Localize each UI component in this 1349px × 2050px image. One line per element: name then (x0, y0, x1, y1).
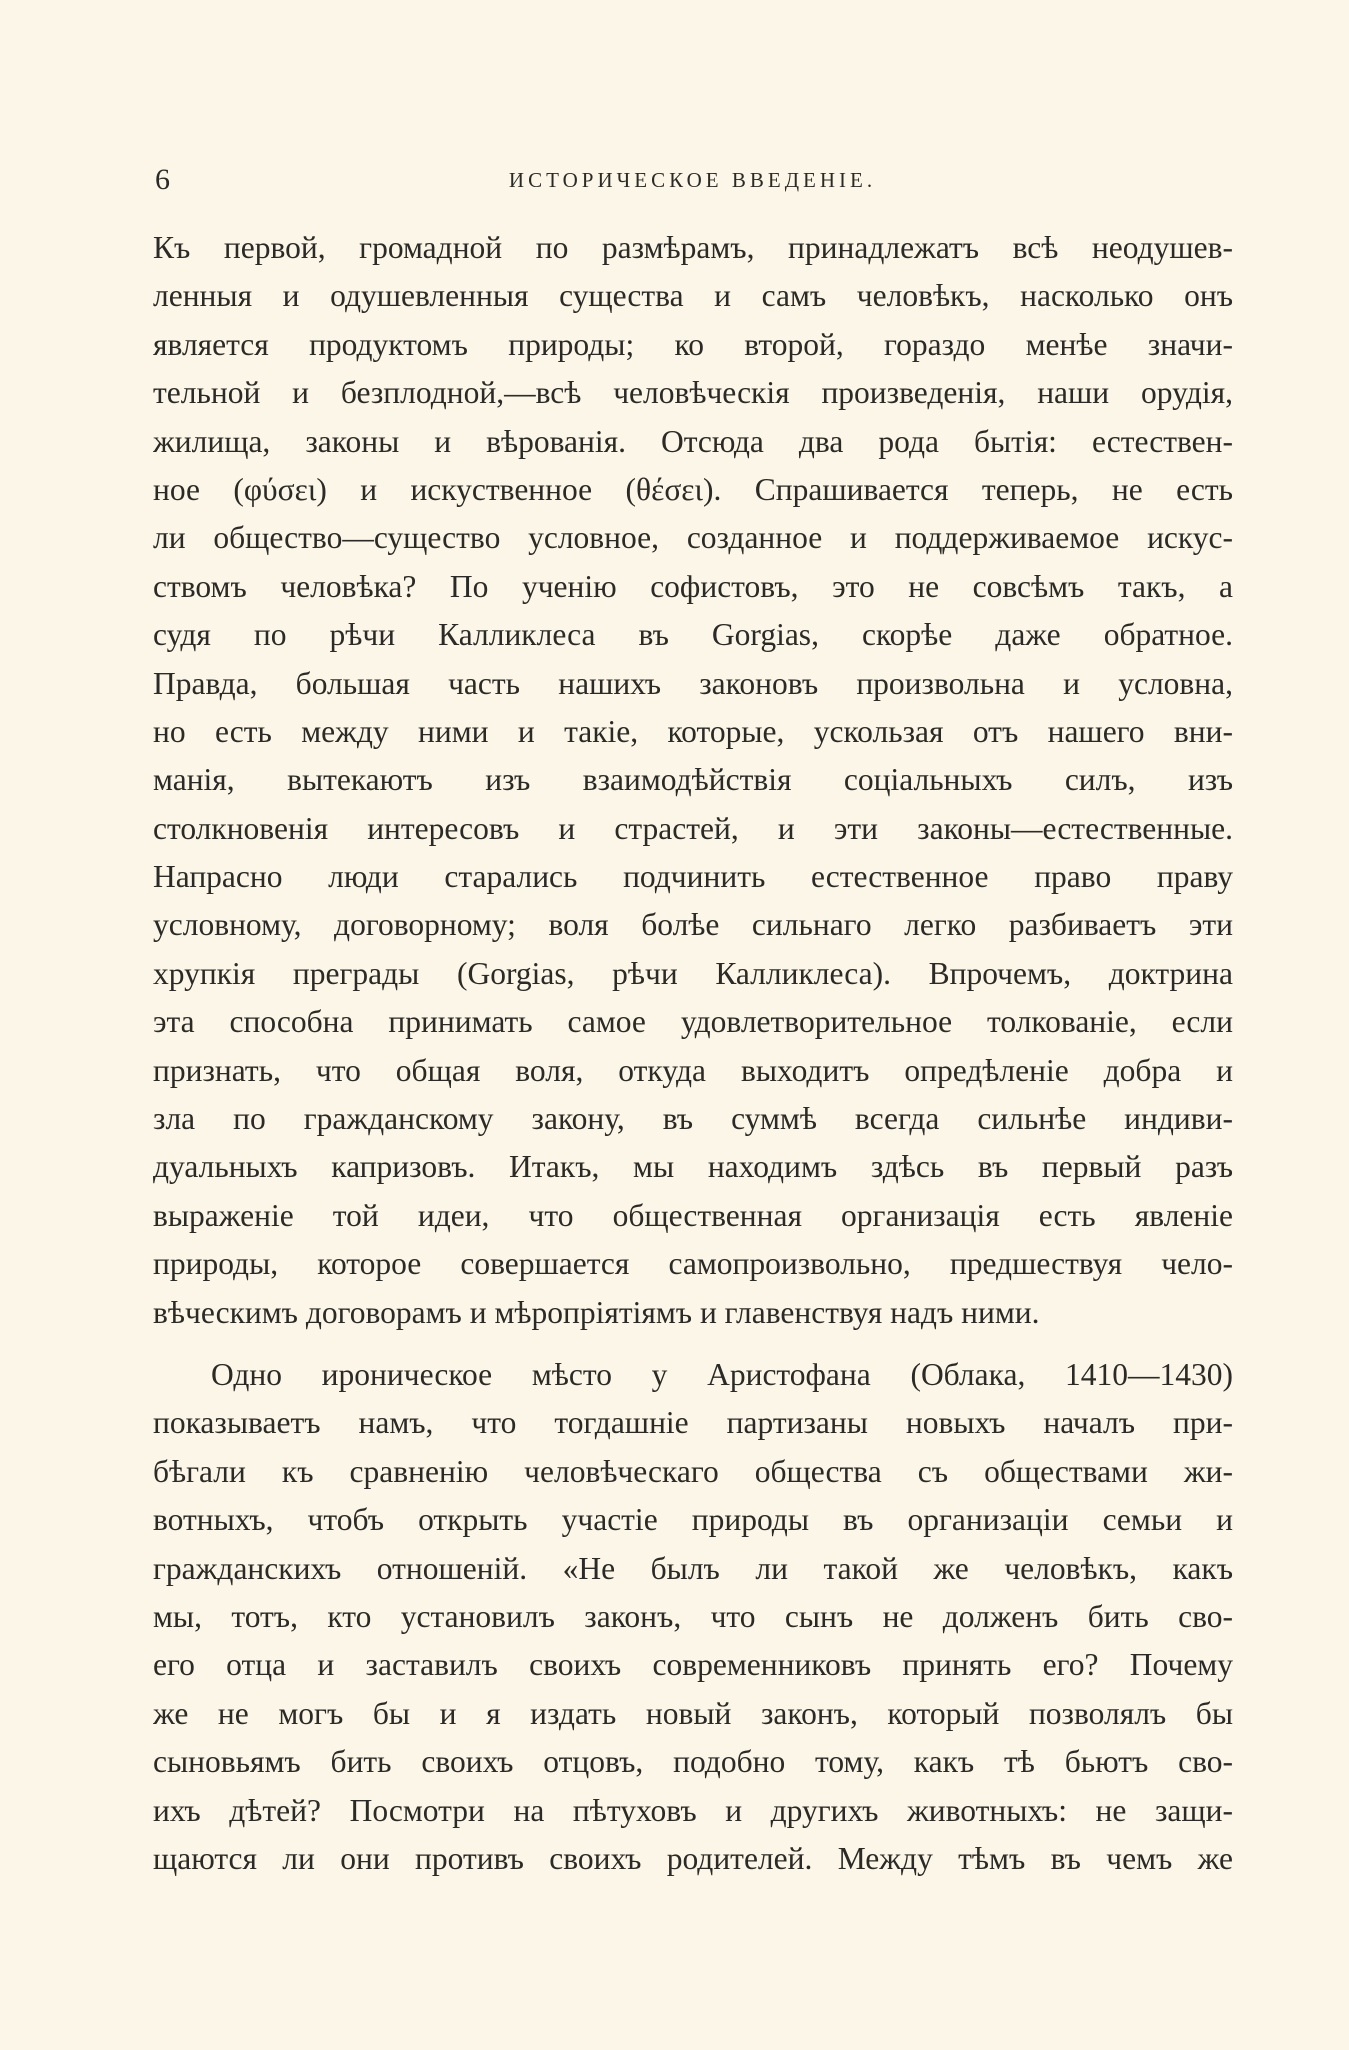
page-header (155, 160, 1230, 200)
text-line: сыновьямъ бить своихъ отцовъ, подобно тому, какъ тѣ бьютъ сво- (153, 1744, 1233, 1780)
text-line: бѣгали къ сравненію человѣческаго общества съ обществами жи- (153, 1453, 1233, 1489)
text-line: Одно ироническое мѣсто у Аристофана (Облака, 1410—1430) (211, 1356, 1233, 1392)
text-line: является продуктомъ природы; ко второй, гораздо менѣе значи- (153, 326, 1233, 362)
text-line: Напрасно люди старались подчинить естественное право праву (153, 859, 1233, 895)
text-line: гражданскихъ отношеній. «Не былъ ли такой же человѣкъ, какъ (153, 1550, 1233, 1586)
text-line: дуальныхъ капризовъ. Итакъ, мы находимъ здѣсь въ первый разъ (153, 1149, 1233, 1185)
text-line: же не могъ бы и я издать новый законъ, который позволялъ бы (153, 1695, 1233, 1731)
text-line: судя по рѣчи Калликлеса въ Gorgias, скорѣе даже обратное. (153, 617, 1233, 653)
paragraph-1 (153, 224, 1233, 1337)
text-line: щаются ли они противъ своихъ родителей. Между тѣмъ въ чемъ же (153, 1840, 1233, 1876)
text-line: мы, тотъ, кто установилъ законъ, что сынъ не долженъ бить сво- (153, 1598, 1233, 1634)
text-line: эта способна принимать самое удовлетворительное толкованіе, если (153, 1004, 1233, 1040)
body-text (153, 224, 1233, 1883)
text-line: столкновенія интересовъ и страстей, и эти законы—естественные. (153, 810, 1233, 846)
text-line: зла по гражданскому закону, въ суммѣ всегда сильнѣе индиви- (153, 1101, 1233, 1137)
text-line: Къ первой, громадной по размѣрамъ, принадлежатъ всѣ неодушев- (153, 230, 1233, 265)
text-line: природы, которое совершается самопроизвольно, предшествуя чело- (153, 1246, 1233, 1282)
text-line: хрупкія преграды (Gorgias, рѣчи Калликлеса). Впрочемъ, доктрина (153, 955, 1233, 991)
text-line: ствомъ человѣка? По ученію софистовъ, это не совсѣмъ такъ, а (153, 568, 1233, 604)
text-line: его отца и заставилъ своихъ современниковъ принять его? Почему (153, 1647, 1233, 1683)
paragraph-gap (153, 1337, 1233, 1351)
paragraph-2 (153, 1351, 1233, 1883)
text-line: выраженіе той идеи, что общественная организація есть явленіе (153, 1197, 1233, 1233)
running-title: ИСТОРИЧЕСКОЕ ВВЕДЕНІЕ. (508, 168, 877, 192)
text-line: жилища, законы и вѣрованія. Отсюда два рода бытія: естествен- (153, 423, 1233, 459)
text-line: признать, что общая воля, откуда выходитъ опредѣленіе добра и (153, 1052, 1233, 1088)
text-line: вѣческимъ договорамъ и мѣропріятіямъ и главенствуя надъ ними. (153, 1294, 1040, 1330)
text-line: но есть между ними и такіе, которые, ускользая отъ нашего вни- (153, 713, 1233, 749)
text-line: Правда, большая часть нашихъ законовъ произвольна и условна, (153, 665, 1233, 701)
text-line: ли общество—существо условное, созданное и поддерживаемое искус- (153, 520, 1233, 556)
text-line: ихъ дѣтей? Посмотри на пѣтуховъ и другихъ животныхъ: не защи- (153, 1792, 1233, 1828)
text-line: вотныхъ, чтобъ открыть участіе природы въ организаціи семьи и (153, 1502, 1233, 1538)
text-line: манія, вытекаютъ изъ взаимодѣйствія соціальныхъ силъ, изъ (153, 762, 1233, 798)
text-line: показываетъ намъ, что тогдашніе партизаны новыхъ началъ при- (153, 1405, 1233, 1441)
page-number: 6 (155, 163, 170, 196)
text-line: ное (φύσει) и искуственное (θέσει). Спрашивается теперь, не есть (153, 471, 1233, 507)
text-line: тельной и безплодной,—всѣ человѣческія произведенія, наши орудія, (153, 375, 1233, 411)
text-line: условному, договорному; воля болѣе сильнаго легко разбиваетъ эти (153, 907, 1233, 943)
text-line: ленныя и одушевленныя существа и самъ человѣкъ, насколько онъ (153, 278, 1233, 314)
